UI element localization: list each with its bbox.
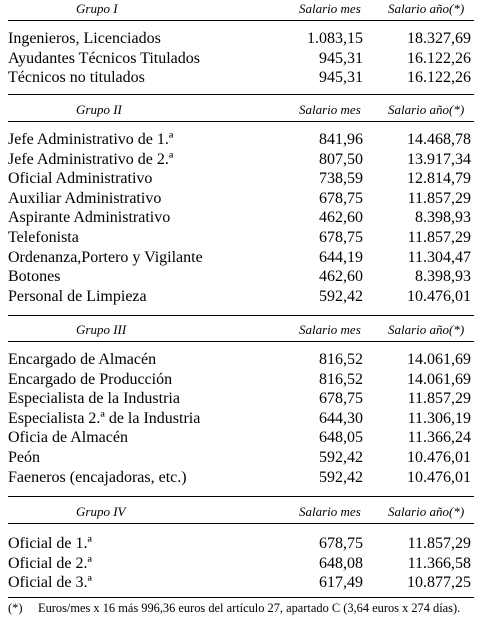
- group-1: [0, 0, 482, 87]
- category-cell: Encargado de Producción: [8, 370, 173, 388]
- table-row: [0, 29, 482, 49]
- column-header-salario-anio: Salario año(*): [388, 1, 465, 16]
- category-cell: Especialista de la Industria: [8, 390, 180, 408]
- salario-mes-cell: 678,75: [319, 189, 363, 207]
- footnote-text: Euros/mes x 16 más 996,36 euros del artículo 27, apartado C (3,64 euros x 274 días).: [38, 601, 461, 615]
- salario-anio-cell: 11.857,29: [407, 189, 471, 207]
- table-row: [0, 130, 482, 150]
- table-row: [0, 68, 482, 88]
- group-2: [0, 101, 482, 305]
- table-row: [0, 554, 482, 574]
- salario-mes-cell: 945,31: [319, 49, 363, 67]
- salario-anio-cell: 8.398,93: [415, 209, 471, 227]
- table-row: [0, 49, 482, 69]
- salario-mes-cell: 644,19: [319, 248, 363, 266]
- table-row: [0, 267, 482, 287]
- column-header-salario-anio: Salario año(*): [388, 504, 465, 519]
- table-row: [0, 370, 482, 390]
- salario-anio-cell: 10.476,01: [407, 468, 471, 486]
- group-rows: [0, 29, 482, 88]
- category-cell: Botones: [8, 268, 61, 286]
- salario-anio-cell: 16.122,26: [407, 69, 471, 87]
- table-row: [0, 287, 482, 307]
- table-row: [0, 428, 482, 448]
- column-header-salario-mes: Salario mes: [299, 504, 361, 519]
- salario-anio-cell: 11.857,29: [407, 535, 471, 552]
- salario-anio-cell: 16.122,26: [407, 49, 471, 67]
- salario-mes-cell: 592,42: [319, 287, 363, 305]
- salario-anio-cell: 18.327,69: [407, 30, 471, 47]
- salario-anio-cell: 10.877,25: [407, 574, 471, 592]
- salario-anio-cell: 8.398,93: [415, 268, 471, 286]
- salario-anio-cell: 10.476,01: [407, 287, 471, 305]
- table-row: [0, 573, 482, 593]
- table-row: [0, 169, 482, 189]
- salario-anio-cell: 10.476,01: [407, 448, 471, 466]
- column-header-salario-mes: Salario mes: [299, 1, 361, 16]
- salario-mes-cell: 1.083,15: [307, 30, 363, 47]
- table-row: [0, 448, 482, 468]
- column-header-salario-mes: Salario mes: [299, 102, 361, 117]
- group-rows: [0, 350, 482, 487]
- group-bottom-rule: [8, 315, 474, 316]
- category-cell: Técnicos no titulados: [8, 69, 145, 87]
- header-rule: [8, 523, 474, 524]
- column-header-salario-anio: Salario año(*): [388, 102, 465, 117]
- category-cell: Oficial de 3.ª: [8, 574, 92, 592]
- salario-mes-cell: 592,42: [319, 448, 363, 466]
- table-row: [0, 228, 482, 248]
- salario-anio-cell: 14.061,69: [407, 351, 471, 368]
- header-rule: [8, 20, 474, 21]
- group-rows: [0, 130, 482, 306]
- group-bottom-rule: [8, 94, 474, 95]
- salario-mes-cell: 648,05: [319, 429, 363, 447]
- category-cell: Jefe Administrativo de 2.ª: [8, 150, 174, 168]
- table-row: [0, 409, 482, 429]
- salario-anio-cell: 11.857,29: [407, 228, 471, 246]
- table-row: [0, 150, 482, 170]
- salario-mes-cell: 816,52: [319, 370, 363, 388]
- group-rows: [0, 534, 482, 593]
- header-rule: [8, 341, 474, 342]
- salario-anio-cell: 12.814,79: [407, 170, 471, 188]
- salario-anio-cell: 11.366,24: [407, 429, 471, 447]
- table-row: [0, 468, 482, 488]
- salario-mes-cell: 462,60: [319, 268, 363, 286]
- category-cell: Aspirante Administrativo: [8, 209, 171, 227]
- category-cell: Auxiliar Administrativo: [8, 189, 162, 207]
- salario-mes-cell: 678,75: [319, 535, 363, 552]
- salario-mes-cell: 945,31: [319, 69, 363, 87]
- table-row: [0, 350, 482, 370]
- footnote-mark: (*): [8, 601, 23, 615]
- salario-anio-cell: 11.366,58: [407, 554, 471, 572]
- salario-mes-cell: 462,60: [319, 209, 363, 227]
- category-cell: Faeneros (encajadoras, etc.): [8, 468, 187, 486]
- category-cell: Telefonista: [8, 228, 79, 246]
- category-cell: Personal de Limpieza: [8, 287, 147, 305]
- table-row: [0, 208, 482, 228]
- salario-mes-cell: 841,96: [319, 131, 363, 148]
- category-cell: Encargado de Almacén: [8, 351, 157, 368]
- group-name: Grupo II: [76, 102, 122, 117]
- group-name: Grupo III: [76, 322, 127, 337]
- category-cell: Ingenieros, Licenciados: [8, 30, 161, 47]
- group-3: [0, 321, 482, 486]
- salario-anio-cell: 14.061,69: [407, 370, 471, 388]
- header-rule: [8, 121, 474, 122]
- category-cell: Especialista 2.ª de la Industria: [8, 409, 201, 427]
- group-header: [0, 321, 482, 340]
- salario-mes-cell: 807,50: [319, 150, 363, 168]
- column-header-salario-mes: Salario mes: [299, 322, 361, 337]
- table-row: [0, 189, 482, 209]
- group-4: [0, 503, 482, 592]
- group-header: [0, 0, 482, 19]
- salario-mes-cell: 644,30: [319, 409, 363, 427]
- table-row: [0, 534, 482, 554]
- category-cell: Ordenanza,Portero y Vigilante: [8, 248, 203, 266]
- salario-anio-cell: 11.304,47: [407, 248, 471, 266]
- footnote: [8, 600, 478, 617]
- category-cell: Oficial de 1.ª: [8, 535, 92, 552]
- salario-mes-cell: 648,08: [319, 554, 363, 572]
- salario-mes-cell: 738,59: [319, 170, 363, 188]
- salario-anio-cell: 13.917,34: [407, 150, 471, 168]
- salario-mes-cell: 816,52: [319, 351, 363, 368]
- table-row: [0, 389, 482, 409]
- salario-mes-cell: 678,75: [319, 390, 363, 408]
- salario-mes-cell: 678,75: [319, 228, 363, 246]
- salario-anio-cell: 14.468,78: [407, 131, 471, 148]
- category-cell: Oficial de 2.ª: [8, 554, 92, 572]
- group-bottom-rule: [8, 597, 474, 598]
- group-header: [0, 503, 482, 522]
- group-header: [0, 101, 482, 120]
- category-cell: Ayudantes Técnicos Titulados: [8, 49, 201, 67]
- category-cell: Oficia de Almacén: [8, 429, 128, 447]
- category-cell: Oficial Administrativo: [8, 170, 153, 188]
- column-header-salario-anio: Salario año(*): [388, 322, 465, 337]
- category-cell: Peón: [8, 448, 40, 466]
- table-row: [0, 248, 482, 268]
- salario-anio-cell: 11.306,19: [407, 409, 471, 427]
- salario-anio-cell: 11.857,29: [407, 390, 471, 408]
- salario-mes-cell: 617,49: [319, 574, 363, 592]
- group-bottom-rule: [8, 496, 474, 497]
- salario-mes-cell: 592,42: [319, 468, 363, 486]
- group-name: Grupo IV: [76, 504, 126, 519]
- group-name: Grupo I: [76, 1, 118, 16]
- category-cell: Jefe Administrativo de 1.ª: [8, 131, 174, 148]
